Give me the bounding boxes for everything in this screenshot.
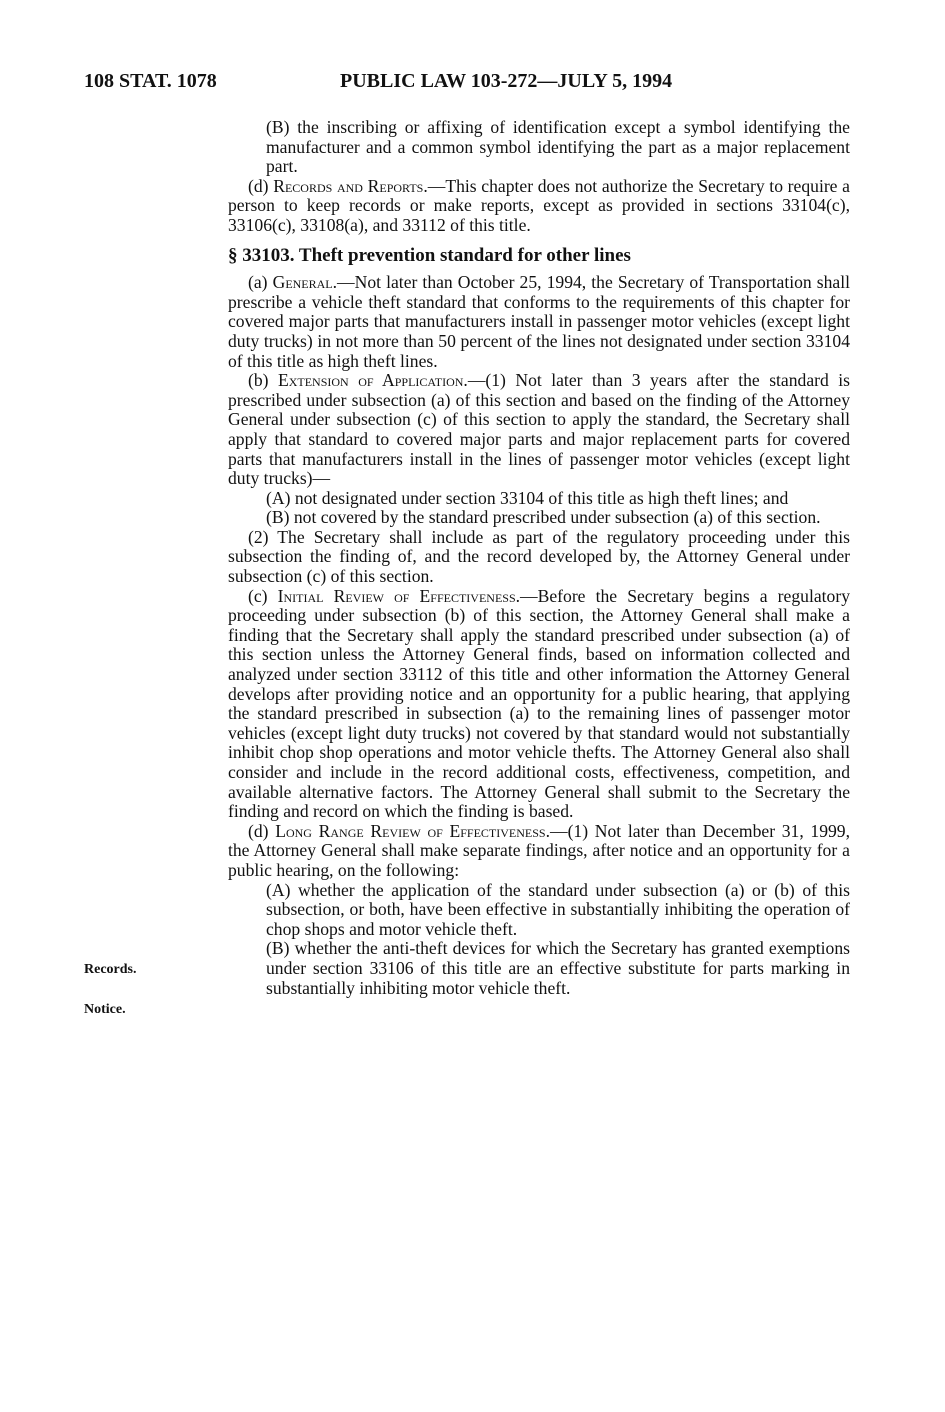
paragraph-c-initial-review xyxy=(228,587,850,822)
paragraph-a-general xyxy=(228,273,850,371)
margin-note-records: Records. xyxy=(84,962,137,977)
subsection-label: (c) xyxy=(248,585,268,606)
subsection-heading: General. xyxy=(272,272,338,293)
paragraph-b-2: (2) The Secretary shall include as part of the regulatory proceeding under this subsection the finding of, and the record developed by, the Attorney General under subsection (c) of this section. xyxy=(228,526,850,587)
clause-d-B: (B) whether the anti-theft devices for which the Secretary has granted exemptions under section 33106 of this title are an effective substitute for parts marking in substantially inhibiting motor vehicle theft. xyxy=(266,938,850,998)
paragraph-d-long-range xyxy=(228,822,850,881)
paragraph-b-marking: (B) the inscribing or affixing of identification except a symbol identifying the manufacturer and a common symbol identifying the part as a major replacement part. xyxy=(266,117,850,177)
subsection-heading: Extension of Application. xyxy=(277,370,468,391)
subsection-heading: Initial Review of Effectiveness. xyxy=(277,585,521,606)
public-law-title: PUBLIC LAW 103-272—JULY 5, 1994 xyxy=(340,70,673,92)
subsection-text: —Not later than October 25, 1994, the Secretary of Transportation shall prescribe a vehicle theft standard that conforms to the requirements of this chapter for covered major parts that manufacturers install in passenger motor vehicles (except light duty trucks) in not more than 50 percent of the lines not designated under section 33104 of this title as high theft lines. xyxy=(228,272,850,371)
subsection-label: (d) xyxy=(248,175,269,196)
section-heading xyxy=(228,246,850,266)
subsection-heading: Records and Reports. xyxy=(273,175,428,196)
margin-note-notice: Notice. xyxy=(84,1002,126,1017)
subsection-text: —This chapter does not authorize the Secretary to require a person to keep records or make reports, except as provided in sections 33104(c), 33106(c), 33108(a), and 33112 of this title. xyxy=(228,175,850,235)
subsection-label: (b) xyxy=(248,370,269,391)
subsection-label: (a) xyxy=(248,272,268,293)
subsection-label: (d) xyxy=(248,820,269,841)
clause-b-A: (A) not designated under section 33104 of this title as high theft lines; and xyxy=(266,487,789,508)
paragraph-d-records xyxy=(228,177,850,236)
subsection-text: —(1) Not later than December 31, 1999, the Attorney General shall make separate findings, after notice and an opportunity for a public hearing, on the following: xyxy=(228,820,850,880)
clause-d-A: (A) whether the application of the standard under subsection (a) or (b) of this subsection, or both, have been effective in substantially inhibiting the operation of chop shops and motor vehicle theft. xyxy=(266,879,850,939)
subsection-text: —(1) Not later than 3 years after the standard is prescribed under subsection (a) of this section and based on the finding of the Attorney General under subsection (c) of this section to apply the standard, the Secretary shall apply that standard to covered major parts and major replacement parts for covered parts that manufacturers install in the lines of passenger motor vehicles (except light duty trucks)— xyxy=(228,370,850,489)
section-number: § 33103. xyxy=(228,244,295,266)
statute-page-reference: 108 STAT. 1078 xyxy=(84,70,217,92)
clause-b-B: (B) not covered by the standard prescribed under subsection (a) of this section. xyxy=(266,507,821,528)
subsection-heading: Long Range Review of Effectiveness. xyxy=(275,820,550,841)
page-header xyxy=(84,70,855,94)
paragraph-b-extension xyxy=(228,371,850,489)
section-title: Theft prevention standard for other lines xyxy=(298,244,631,266)
body-text xyxy=(228,118,850,998)
subsection-text: —Before the Secretary begins a regulatory proceeding under subsection (b) of this section, the Attorney General shall make a finding that the Secretary shall apply the standard prescribed under subsection (a) of this section unless the Attorney General finds, based on information collected and analyzed under section 33112 of this title and other information the Attorney General develops after providing notice and an opportunity for a public hearing, that applying the standard prescribed in subsection (a) to the remaining lines of passenger motor vehicles (except light duty trucks) not covered by that standard would not substantially inhibit chop shop operations and motor vehicle thefts. The Attorney General also shall consider and include in the record additional costs, effectiveness, competition, and available alternative factors. The Attorney General shall submit to the Secretary the finding and record on which the finding is based. xyxy=(228,585,850,822)
